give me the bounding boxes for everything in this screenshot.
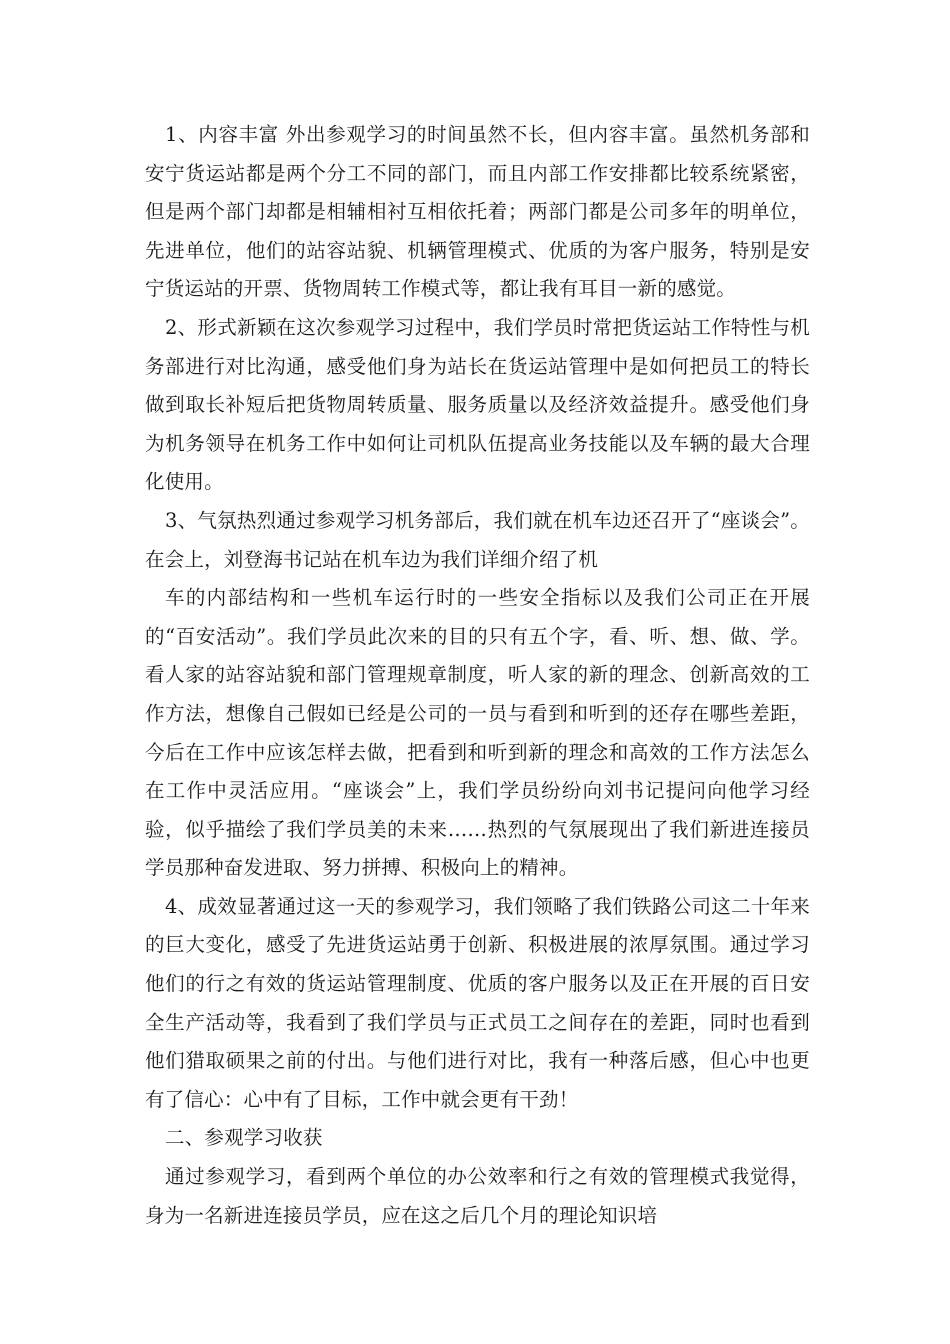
- paragraph-form-novel: 2、形式新颖在这次参观学习过程中，我们学员时常把货运站工作特性与机务部进行对比沟通，感受他们身为站长在货运站管理中是如何把员工的特长做到取长补短后把货物周转质量、服务质量以及经济效益提升。感受他们身为机务领导在机务工作中如何让司机队伍提高业务技能以及车辆的最大合理化使用。: [145, 315, 810, 494]
- paragraph-atmosphere-continued: 车的内部结构和一些机车运行时的一些安全指标以及我们公司正在开展的“百安活动”。我们学员此次来的目的只有五个字，看、听、想、做、学。看人家的站容站貌和部门管理规章制度，听人家的新的理念、创新高效的工作方法，想像自己假如已经是公司的一员与看到和听到的还存在哪些差距，今后在工作中应该怎样去做，把看到和听到新的理念和高效的工作方法怎么在工作中灵活应用。“座谈会”上，我们学员纷纷向刘书记提问向他学习经验，似乎描绘了我们学员美的未来……热烈的气氛展现出了我们新进连接员学员那种奋发进取、努力拼搏、积极向上的精神。: [145, 586, 810, 880]
- paragraph-atmosphere-warm: 3、气氛热烈通过参观学习机务部后，我们就在机车边还召开了“座谈会”。在会上，刘登海书记站在机车边为我们详细介绍了机: [145, 508, 810, 571]
- section-heading-gains: 二、参观学习收获: [165, 1126, 323, 1150]
- document-body: [145, 116, 810, 1235]
- paragraph-results-significant: 4、成效显著通过这一天的参观学习，我们领略了我们铁路公司这二十年来的巨大变化，感受了先进货运站勇于创新、积极进展的浓厚氛围。通过学习他们的行之有效的货运站管理制度、优质的客户服务以及正在开展的百日安全生产活动等，我看到了我们学员与正式员工之间存在的差距，同时也看到他们猎取硕果之前的付出。与他们进行对比，我有一种落后感，但心中也更有了信心：心中有了目标，工作中就会更有干劲！: [145, 894, 810, 1111]
- paragraph-content-rich: 1、内容丰富 外出参观学习的时间虽然不长，但内容丰富。虽然机务部和安宁货运站都是两个分工不同的部门，而且内部工作安排都比较系统紧密，但是两个部门却都是相辅相衬互相依托着；两部门都是公司多年的明单位，先进单位，他们的站容站貌、机辆管理模式、优质的为客户服务，特别是安宁货运站的开票、货物周转工作模式等，都让我有耳目一新的感觉。: [145, 123, 810, 301]
- paragraph-gains: 通过参观学习，看到两个单位的办公效率和行之有效的管理模式我觉得，身为一名新进连接员学员，应在这之后几个月的理论知识培: [145, 1165, 810, 1227]
